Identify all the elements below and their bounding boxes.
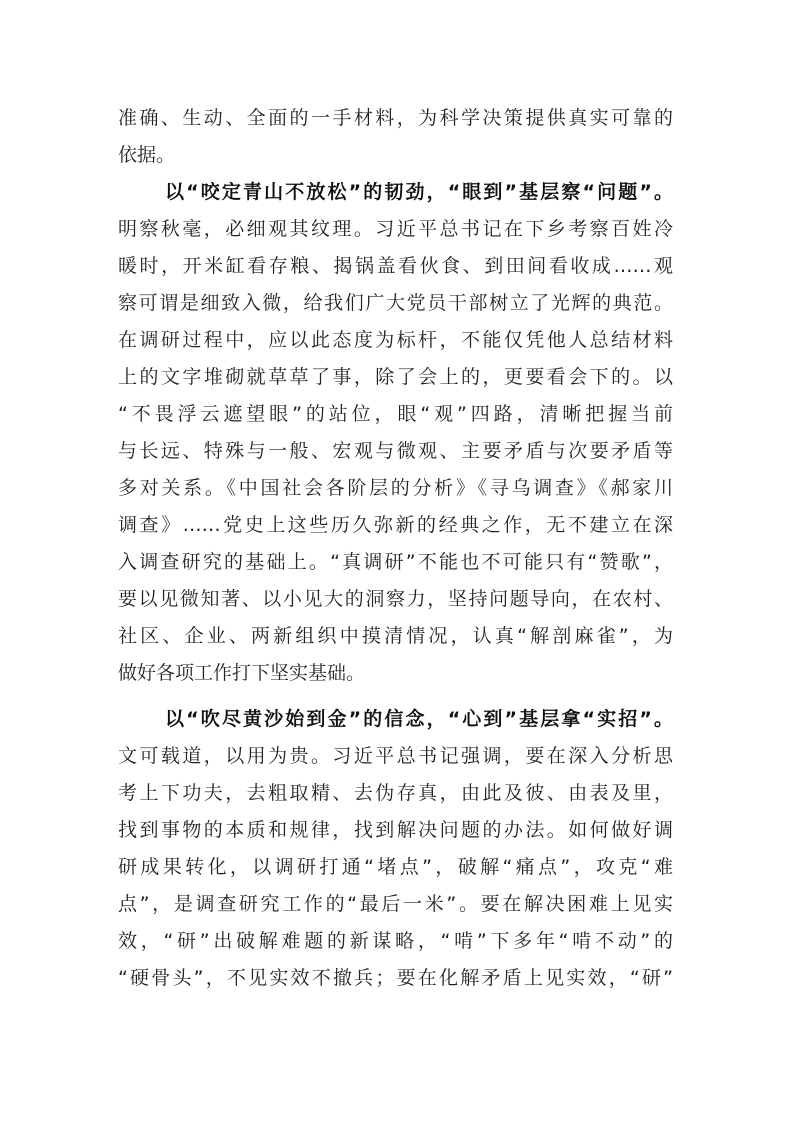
text-line: “不畏浮云遮望眼”的站位，眼“观”四路，清晰把握当前 (118, 403, 673, 425)
text-line: 考上下功夫，去粗取精、去伪存真，由此及彼、由表及里， (118, 782, 673, 804)
text-line: 多对关系。《中国社会各阶层的分析》《寻乌调查》《郝家川 (118, 477, 673, 499)
section-heading: 以“咬定青山不放松”的韧劲，“眼到”基层察“问题”。 (165, 181, 673, 203)
text-line: 在调研过程中，应以此态度为标杆，不能仅凭他人总结材料 (118, 329, 673, 351)
text-line: 点”，是调查研究工作的“最后一米”。要在解决困难上见实 (118, 893, 673, 915)
text-line: 效，“研”出破解难题的新谋略，“啃”下多年“啃不动”的 (118, 930, 673, 952)
text-line: 依据。 (118, 144, 176, 166)
text-line: 调查》……党史上这些历久弥新的经典之作，无不建立在深 (118, 514, 673, 536)
text-line: 做好各项工作打下坚实基础。 (118, 662, 366, 684)
section-heading: 以“吹尽黄沙始到金”的信念，“心到”基层拿“实招”。 (165, 708, 673, 730)
text-line: 与长远、特殊与一般、宏观与微观、主要矛盾与次要矛盾等 (118, 440, 673, 462)
text-line: 上的文字堆砌就草草了事，除了会上的，更要看会下的。以 (118, 366, 673, 388)
document-page (118, 100, 673, 997)
text-line: 找到事物的本质和规律，找到解决问题的办法。如何做好调 (118, 819, 673, 841)
text-line: 准确、生动、全面的一手材料，为科学决策提供真实可靠的 (118, 107, 673, 129)
text-line: 要以见微知著、以小见大的洞察力，坚持问题导向，在农村、 (118, 588, 673, 610)
text-line: 社区、企业、两新组织中摸清情况，认真“解剖麻雀”，为 (118, 625, 673, 647)
text-line: “硬骨头”，不见实效不撤兵；要在化解矛盾上见实效，“研” (118, 967, 673, 989)
text-line: 明察秋毫，必细观其纹理。习近平总书记在下乡考察百姓冷 (118, 218, 673, 240)
text-line: 察可谓是细致入微，给我们广大党员干部树立了光辉的典范。 (118, 292, 673, 314)
text-line: 文可载道，以用为贵。习近平总书记强调，要在深入分析思 (118, 745, 673, 767)
text-line: 暖时，开米缸看存粮、揭锅盖看伙食、到田间看收成……观 (118, 255, 673, 277)
text-line: 入调查研究的基础上。“真调研”不能也不可能只有“赞歌”， (118, 551, 673, 573)
text-line: 研成果转化，以调研打通“堵点”，破解“痛点”，攻克“难 (118, 856, 673, 878)
